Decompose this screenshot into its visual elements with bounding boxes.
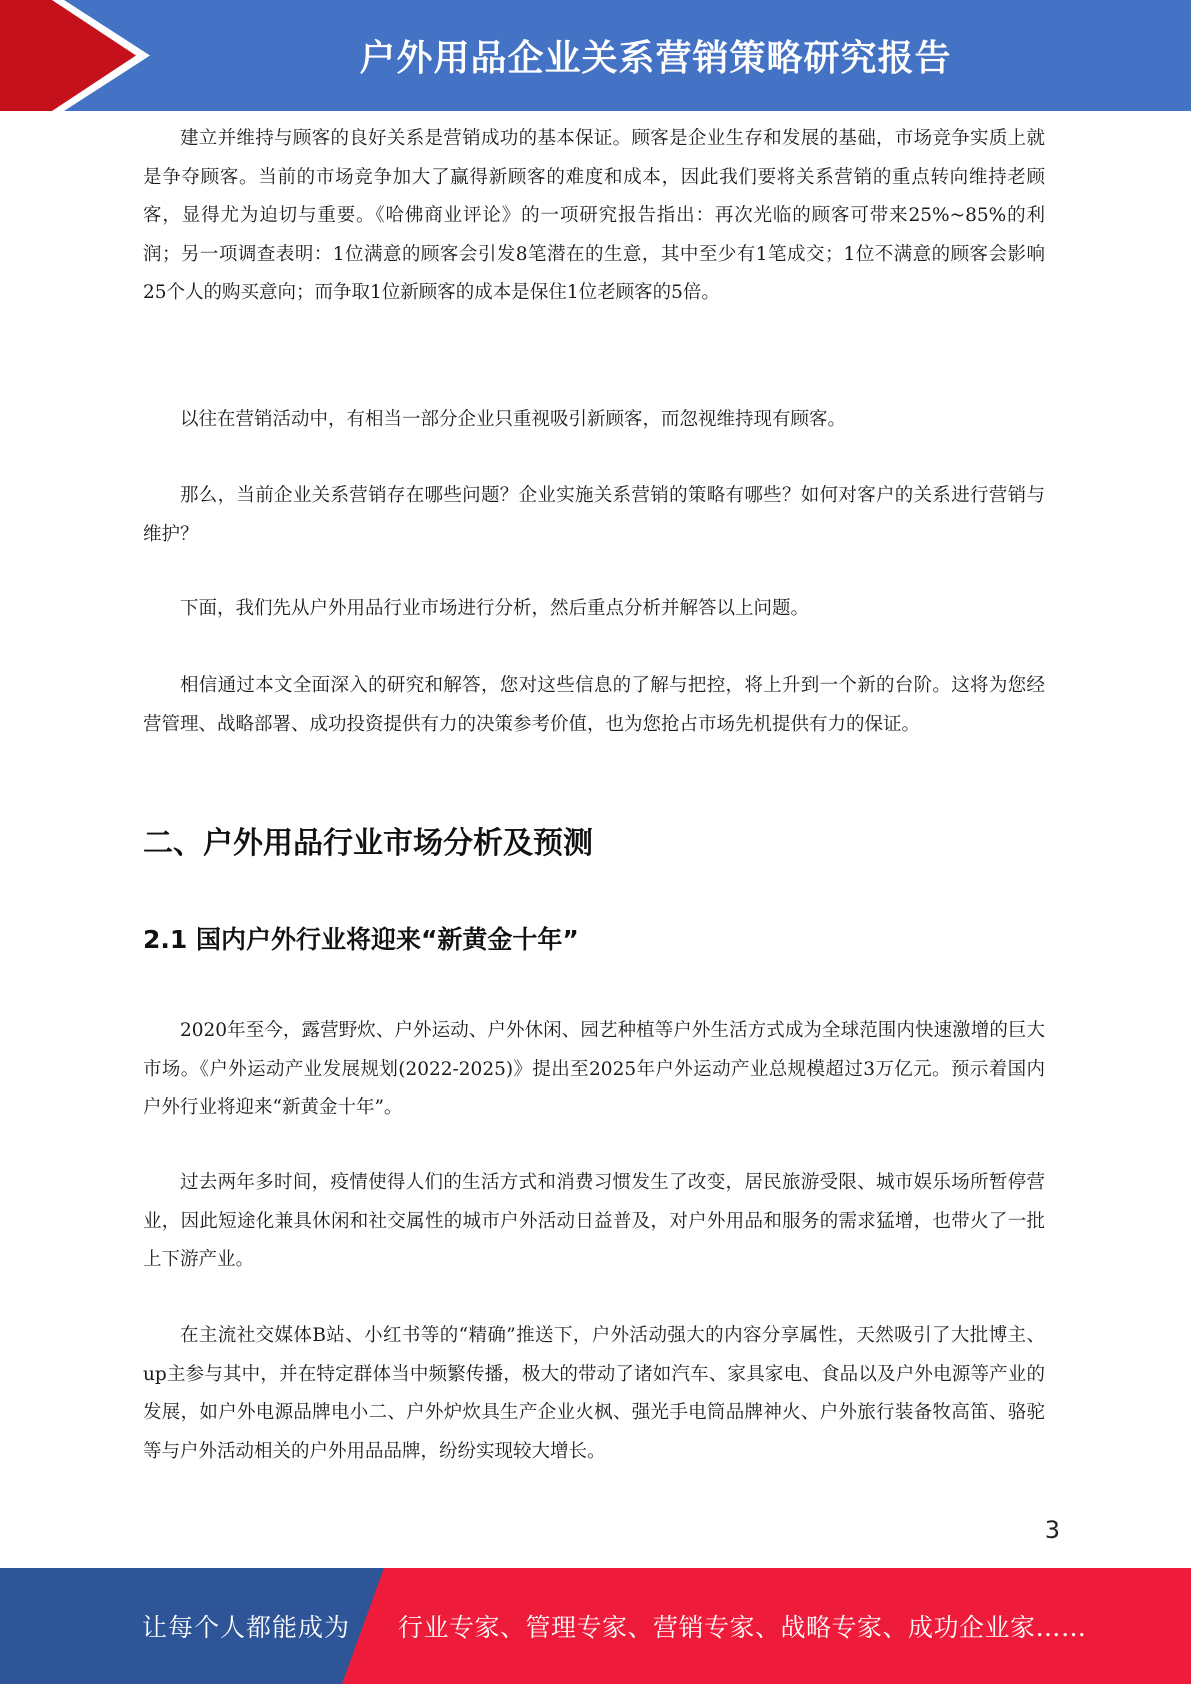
section-paragraph-2: 过去两年多时间，疫情使得人们的生活方式和消费习惯发生了改变，居民旅游受限、城市娱乐场所暂停营业，因此短途化兼具休闲和社交属性的城市户外活动日益普及，对户外用品和服务的需求猛增，也带火了一批上下游产业。 [143,1172,1045,1270]
report-header [0,0,1191,111]
footer-slogan-left: 让每个人都能成为 [142,1613,351,1642]
footer-slogan-right: 行业专家、管理专家、营销专家、战略专家、成功企业家…… [398,1613,1087,1642]
chevron-arrow-icon [0,0,160,111]
section-paragraph-3: 在主流社交媒体B站、小红书等的“精确”推送下，户外活动强大的内容分享属性，天然吸引了大批博主、up主参与其中，并在特定群体当中频繁传播，极大的带动了诸如汽车、家具家电、食品以及户外电源等产业的发展，如户外电源品牌电小二、户外炉炊具生产企业火枫、强光手电筒品牌神火、户外旅行装备牧高笛、骆驼等与户外活动相关的户外用品品牌，纷纷实现较大增长。 [143,1325,1045,1462]
paragraph-intro: 建立并维持与顾客的良好关系是营销成功的基本保证。顾客是企业生存和发展的基础，市场竞争实质上就是争夺顾客。当前的市场竞争加大了赢得新顾客的难度和成本，因此我们要将关系营销的重点转向维持老顾客，显得尤为迫切与重要。《哈佛商业评论》的一项研究报告指出：再次光临的顾客可带来25%~85%的利润；另一项调查表明：1位满意的顾客会引发8笔潜在的生意，其中至少有1笔成交；1位不满意的顾客会影响25个人的购买意向；而争取1位新顾客的成本是保住1位老顾客的5倍。 [143,128,1045,303]
section-paragraph-1: 2020年至今，露营野炊、户外运动、户外休闲、园艺种植等户外生活方式成为全球范围内快速激增的巨大市场。《户外运动产业发展规划(2022-2025)》提出至2025年户外运动产业总规模超过3万亿元。预示着国内户外行业将迎来“新黄金十年”。 [143,1020,1045,1118]
section-heading: 二、户外用品行业市场分析及预测 [143,826,593,861]
paragraph-4: 下面，我们先从户外用品行业市场进行分析，然后重点分析并解答以上问题。 [180,598,810,619]
report-title: 户外用品企业关系营销策略研究报告 [359,38,952,79]
subsection-heading: 2.1 国内户外行业将迎来“新黄金十年” [143,925,579,954]
paragraph-3: 那么，当前企业关系营销存在哪些问题？企业实施关系营销的策略有哪些？如何对客户的关系进行营销与维护？ [143,485,1045,545]
paragraph-2: 以往在营销活动中，有相当一部分企业只重视吸引新顾客，而忽视维持现有顾客。 [180,409,847,430]
footer-banner [0,1568,1191,1684]
paragraph-5: 相信通过本文全面深入的研究和解答，您对这些信息的了解与把控，将上升到一个新的台阶。这将为您经营管理、战略部署、成功投资提供有力的决策参考价值，也为您抢占市场先机提供有力的保证。 [143,675,1045,735]
page-number: 3 [1044,1516,1060,1544]
